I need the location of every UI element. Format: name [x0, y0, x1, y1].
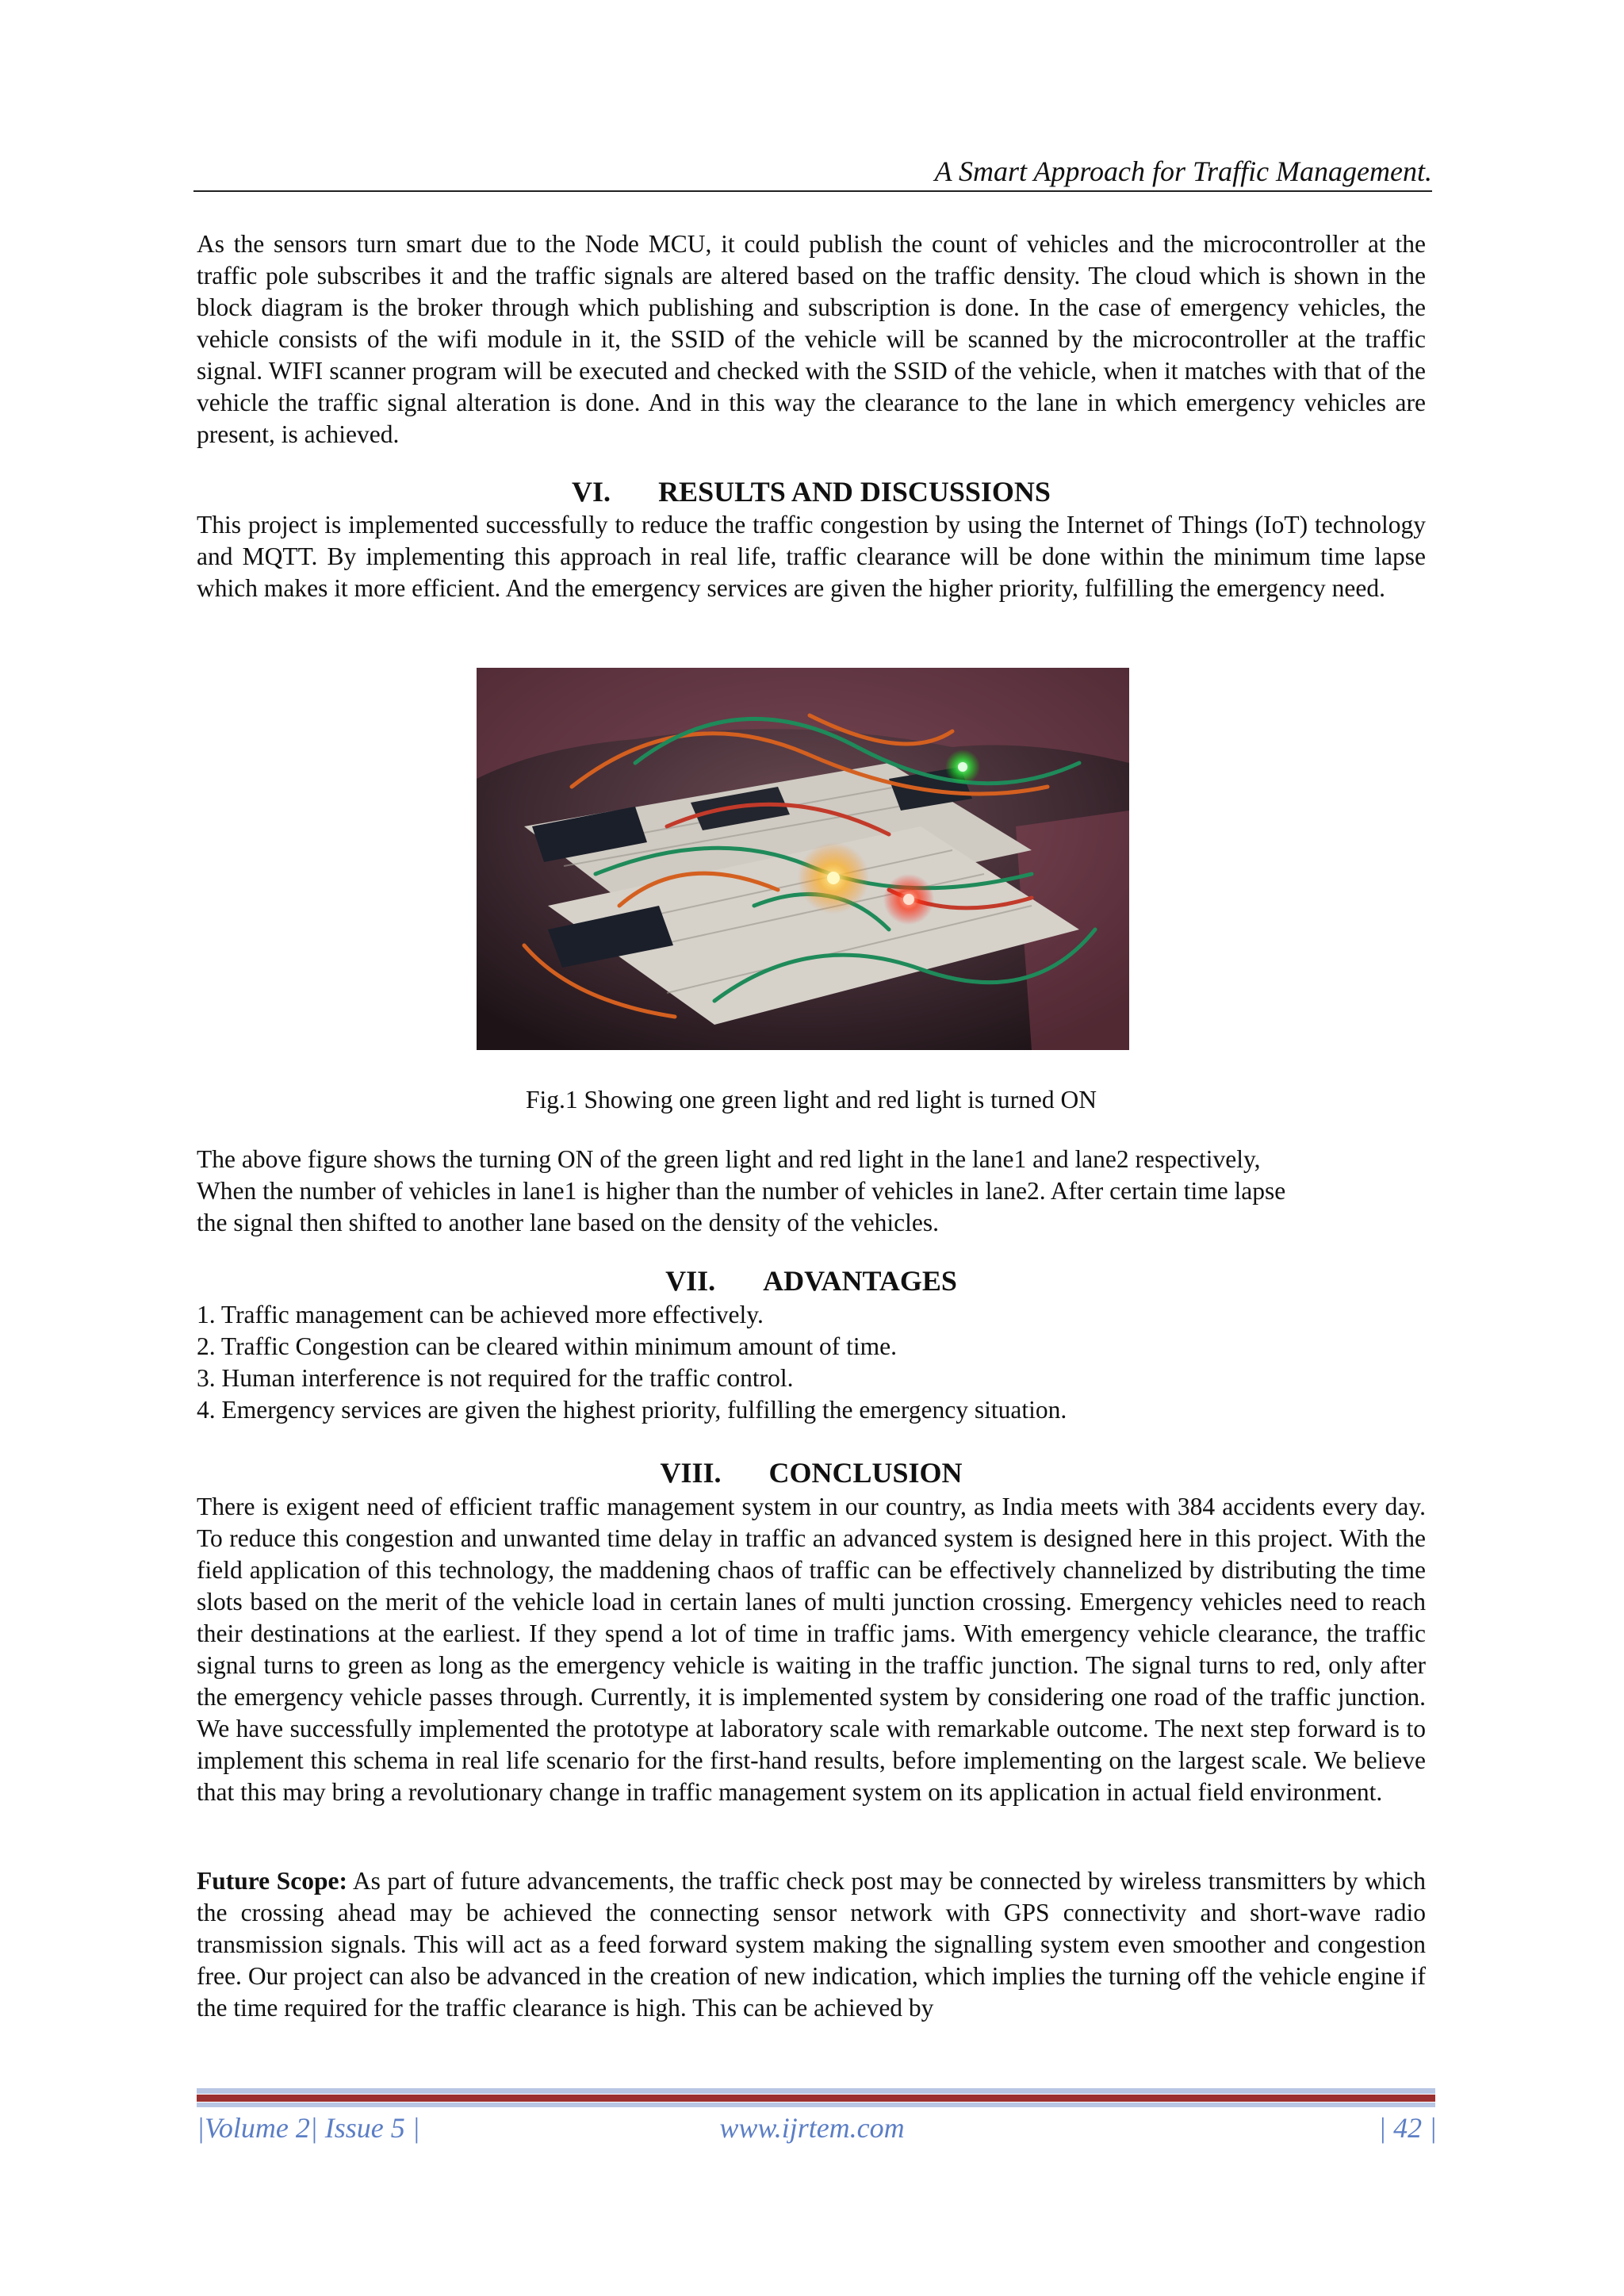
section-title: ADVANTAGES	[763, 1265, 957, 1297]
figure-caption: Fig.1 Showing one green light and red light is turned ON	[525, 1086, 1097, 1114]
text-line: the signal then shifted to another lane based on the density of the vehicles.	[197, 1209, 939, 1236]
footer-rule	[197, 2088, 1435, 2094]
section-number: VII.	[665, 1265, 716, 1297]
section-title: CONCLUSION	[768, 1457, 963, 1489]
running-header-title: A Smart Approach for Traffic Management.	[934, 155, 1432, 187]
section-heading-conclusion	[197, 1455, 1426, 1490]
footer-website: www.ijrtem.com	[719, 2112, 905, 2144]
section-heading-advantages	[197, 1263, 1426, 1298]
section-title: RESULTS AND DISCUSSIONS	[658, 476, 1051, 508]
conclusion-paragraph: There is exigent need of efficient traffic management system in our country, as India meets with 384 accidents every day. To reduce this congestion and unwanted time delay in traffic an advanced system is designed here in this project. With the field application of this technology, the maddening chaos of traffic can be effectively channelized by distributing the time slots based on the merit of the vehicle load in certain lanes of multi junction crossing. Emergency vehicles need to reach their destinations at the earliest. If they spend a lot of time in traffic jams. With emergency vehicle clearance, the traffic signal turns to green as long as the emergency vehicle is waiting in the traffic junction. The signal turns to red, only after the emergency vehicle passes through. Currently, it is implemented system by considering one road of the traffic junction. We have successfully implemented the prototype at laboratory scale with remarkable outcome. The next step forward is to implement this schema in real life scenario for the first-hand results, before implementing on the largest scale. We believe that this may bring a revolutionary change in traffic management system on its application in actual field environment.	[197, 1493, 1426, 1806]
header-rule	[193, 190, 1432, 192]
results-paragraph: This project is implemented successfully to reduce the traffic congestion by using the Internet of Things (IoT) technology and MQTT. By implementing this approach in real life, traffic clearance will be done within the minimum time lapse which makes it more efficient. And the emergency services are given the higher priority, fulfilling the emergency need.	[197, 511, 1426, 602]
list-item: 2. Traffic Congestion can be cleared within minimum amount of time.	[197, 1332, 898, 1360]
footer-page-number: | 42 |	[1378, 2112, 1437, 2144]
footer-volume-issue: |Volume 2| Issue 5 |	[197, 2112, 420, 2144]
intro-paragraph: As the sensors turn smart due to the Node MCU, it could publish the count of vehicles and the microcontroller at the traffic pole subscribes it and the traffic signals are altered based on the traffic density. The cloud which is shown in the block diagram is the broker through which publishing and subscription is done. In the case of emergency vehicles, the vehicle consists of the wifi module in it, the SSID of the vehicle will be scanned by the microcontroller at the traffic signal. WIFI scanner program will be executed and checked with the SSID of the vehicle, when it matches with that of the vehicle the traffic signal alteration is done. And in this way the clearance to the lane in which emergency vehicles are present, is achieved.	[197, 230, 1426, 448]
future-scope-paragraph	[197, 1865, 1426, 2024]
list-item: 1. Traffic management can be achieved more effectively.	[197, 1301, 764, 1328]
list-item: 3. Human interference is not required for the traffic control.	[197, 1364, 794, 1392]
future-scope-label: Future Scope:	[197, 1867, 347, 1895]
list-item: 4. Emergency services are given the highest priority, fulfilling the emergency situation.	[197, 1396, 1067, 1424]
section-number: VIII.	[660, 1457, 722, 1489]
footer-rule	[197, 2102, 1435, 2107]
prototype-circuit-photo	[477, 668, 1129, 1050]
advantages-list	[197, 1299, 1426, 1426]
footer-rule	[197, 2095, 1435, 2102]
text-line: When the number of vehicles in lane1 is higher than the number of vehicles in lane2. After certain time lapse	[197, 1177, 1286, 1205]
future-scope-text: As part of future advancements, the traffic check post may be connected by wireless transmitters by which the crossing ahead may be achieved the connecting sensor network with GPS connectivity and short-wave radio transmission signals. This will act as a feed forward system making the signalling system even smoother and congestion free. Our project can also be advanced in the creation of new indication, which implies the turning off the vehicle engine if the time required for the traffic clearance is high. This can be achieved by	[197, 1867, 1426, 2022]
figure-discussion-paragraph	[197, 1144, 1426, 1239]
text-line: The above figure shows the turning ON of the green light and red light in the lane1 and lane2 respectively,	[197, 1145, 1261, 1173]
section-number: VI.	[572, 476, 611, 508]
section-heading-results	[197, 474, 1426, 509]
